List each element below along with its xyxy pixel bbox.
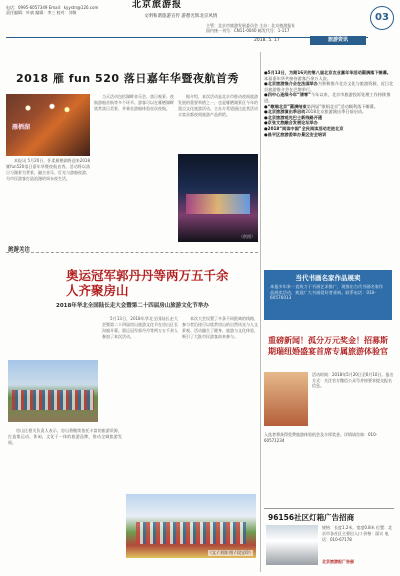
article1-photo — [6, 94, 90, 156]
article2-runners-photo — [126, 494, 256, 558]
article1-night-photo — [178, 154, 258, 242]
calligraphy-ad-body: 本报多年来一直致力于书画艺术推广，现推出当代书画名家作品展卖活动，欢迎广大书画爱好者垂询。联系电话：010-60576013 — [270, 284, 384, 300]
article1-title[interactable]: 2018 雁 fun 520 落日嘉年华暨夜航首秀 — [16, 72, 239, 85]
lightbox-ad-title: 96156社区灯箱广告招商 — [268, 513, 355, 522]
news-item-body: 2018北京旅游演出季日前启动。 — [305, 109, 367, 115]
left-column — [6, 58, 258, 570]
news-item-headline: ●5月13日，为期16天的第八届北京农业嘉年华活动圆满落下帷幕。 — [264, 70, 392, 75]
news-item[interactable] — [264, 92, 394, 103]
section-label: 旅游关注 — [8, 247, 31, 253]
article1-body-col2 — [94, 94, 174, 242]
right-column — [264, 46, 394, 572]
news-brief-box — [264, 70, 394, 254]
header-info — [6, 0, 394, 33]
promo-ad-text: 活动时间：2018年5月20日至6月10日。报名方式：关注官方微信公众号并按要求提交报名信息。 — [312, 372, 394, 389]
article2-crowd-photo — [8, 360, 98, 422]
photo-lights — [16, 100, 76, 116]
article1-paragraph: 当天活动包括湖畔音乐会、落日观景、夜航游船首航等多个环节。游客可以在雁栖湖畔欣赏落日美景，并乘坐游船体验首次夜航。 — [94, 94, 174, 111]
news-item[interactable] — [264, 132, 394, 138]
article1-photo2-credit: （供图） — [239, 234, 255, 239]
article1-paragraph: 本报讯 5月20日，怀柔雁栖湖将迎来2018雁fun520落日嘉年华暨夜航首秀。活动将以落日与湖景为背景，融合音乐、灯光与游船夜游，为市民游客打造浪漫的周末夜生活。 — [6, 158, 90, 181]
crowd-figures — [12, 390, 94, 410]
article2-paragraph: 5月13日，2018年华北全国陆长走大会暨第二十四届房山旅游文化节在房山区长沟镇开幕。奥运冠军郭丹丹等两万五千余人参加了本次活动。 — [102, 316, 178, 339]
article2-subtitle: 2018年华北全国陆长走大会暨第二十四届房山旅游文化节举办 — [56, 303, 209, 309]
column-divider — [260, 52, 261, 572]
calligraphy-ad[interactable] — [264, 270, 392, 320]
promo-ad-body — [264, 372, 394, 502]
header-contact-line2: 责任编辑：叶斌 编辑：李三 校对：刘敏 — [6, 10, 77, 15]
promo-ad-title[interactable]: 重磅新闻！孤分万元奖金！招募斯期瑞纽婚盛宴首席专属旅游体验官 — [268, 336, 388, 356]
page-header — [6, 0, 394, 47]
page-number: 03 — [370, 6, 394, 30]
lightbox-ad-logo: 北京旅游报广告部 — [322, 559, 354, 564]
news-item-headline: ●“歌唱北京”圆满结束 — [264, 103, 307, 109]
news-item[interactable] — [264, 81, 394, 92]
news-item-headline: ●四中心连续今年“清零” — [264, 92, 311, 98]
article2-photo-credit: （文 / 刘涛 图 / 段宝玲） — [207, 550, 253, 555]
header-contact-line1: 电话：0995-6057349 Email：kyystn@126.com — [6, 5, 99, 10]
issue-date: 2018. 5. 17 — [254, 38, 280, 43]
news-item-headline: ●昌平区旅游委举办景区安全培训 — [264, 131, 327, 137]
header-contact — [6, 5, 136, 15]
calligraphy-ad-title: 当代书画名家作品展卖 — [295, 274, 361, 282]
news-item-headline: ●北京旅游观光巴士新线路开通 — [264, 114, 323, 120]
header-publisher-line2: 国内统一刊号：CN11-0040 邮发代号：1-117 — [206, 28, 290, 33]
section-divider — [6, 252, 258, 253]
lightbox-ad-image — [266, 525, 318, 565]
lightbox-ad[interactable] — [264, 508, 394, 572]
promo-ad-image — [264, 372, 308, 426]
article2-body-col3 — [8, 428, 122, 566]
article2-paragraph: 本次大会设置了多条不同距离的线路，参与者沿途可以欣赏房山的自然风光与人文景观。活动融合了健身、旅游与文化体验，吸引了大批市民游客前来参与。 — [182, 316, 258, 339]
article1-body-col3 — [178, 94, 258, 152]
article1-body-col1 — [6, 158, 90, 242]
news-item-headline: ●2018“阅读中国”全民阅读活动走进北京 — [264, 125, 344, 131]
article2-title[interactable]: 奥运冠军郭丹丹等两万五千余人齐聚房山 — [66, 268, 229, 298]
article1-photo-caption: 雁栖湖 — [12, 124, 31, 131]
article2-body-col2 — [182, 316, 258, 490]
news-item-body: 本届嘉年华共接待游客百余万人次。 — [264, 75, 332, 81]
news-item-body: 今年以来，北京市旅游投诉处理工作持续推进。 — [264, 92, 391, 103]
lightbox-ad-info: 规格：长度1.2米，宽度0.8米 位置：北京市各社区主要出入口 价格：面议 电话：010-67178 — [322, 525, 392, 542]
news-list — [264, 70, 394, 137]
runner-figures — [136, 522, 246, 544]
column-name: 旅游资讯 — [310, 36, 366, 45]
news-item-headline: ●京张文旅融合发展论坛举办 — [264, 120, 318, 126]
news-item-headline: ●北京旅游推介会在法国举办 — [264, 81, 318, 87]
news-item-headline: ●北京旅游演出季启动 — [264, 109, 306, 115]
news-item[interactable] — [264, 70, 394, 81]
article2-paragraph: 房山区相关负责人表示，房山将继续依托丰富的旅游资源，打造集运动、休闲、文化于一体的旅游品牌，推动全域旅游发展。 — [8, 428, 122, 445]
paper-name: 北京旅游报 — [132, 0, 183, 10]
stage-lights — [186, 194, 250, 214]
header-publisher-line1: 主管：北京市旅游发展委员会 主办：北京旅游报社 — [206, 23, 296, 28]
paper-subtitle: 文明和谐旅游宣传 游憩光辉北京风情 — [144, 14, 218, 19]
promo-ad-footer: 入选者将获得免费旅游体验机会及丰厚奖金。详情请咨询：010-60571234 — [264, 432, 378, 443]
news-item-body: 为积极推介北京文化与旅游资源，近日北京旅游推介会在巴黎举行。 — [264, 81, 394, 92]
header-publisher — [206, 23, 366, 33]
news-item-body: 第四届“歌唱北京”活动顺利落下帷幕。 — [306, 103, 379, 109]
article1-paragraph: 据介绍，本次活动是北京市推动夜间旅游发展的重要举措之一，也是雁栖湖景区今年的重点文化旅游活动。主办方希望通过此类活动丰富首都夜间旅游产品供给。 — [178, 94, 258, 117]
